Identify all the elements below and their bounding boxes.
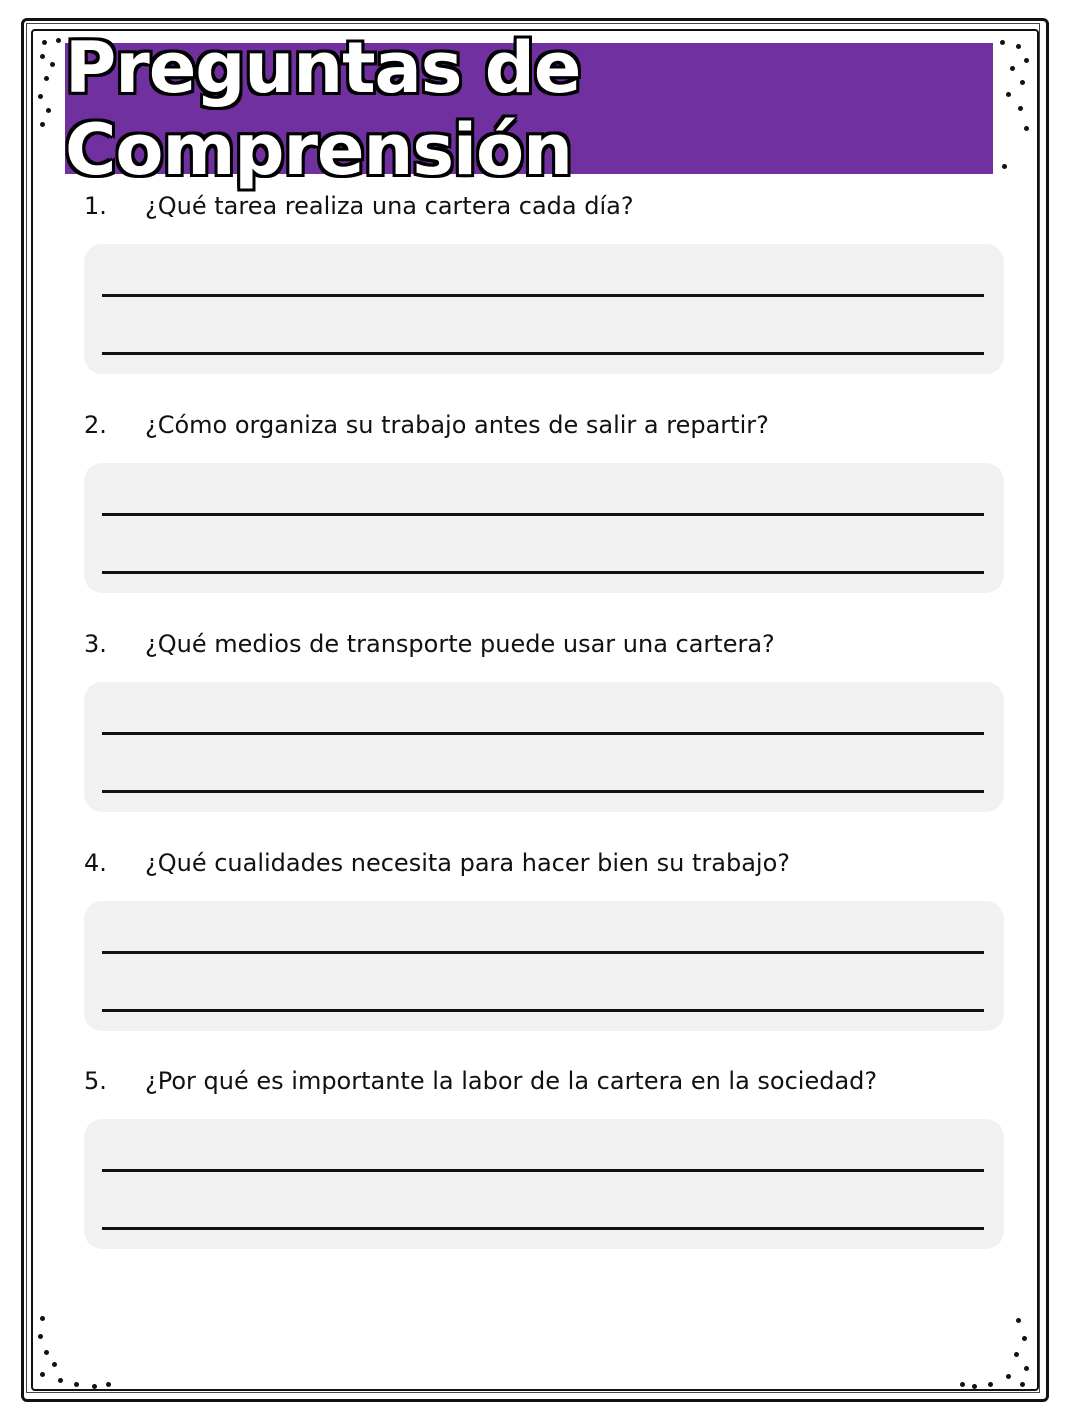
question-text: ¿Cómo organiza su trabajo antes de salir a repartir? (145, 411, 769, 439)
answer-box[interactable] (84, 463, 1004, 593)
question-3 (84, 630, 1014, 670)
answer-box[interactable] (84, 901, 1004, 1031)
answer-box[interactable] (84, 1119, 1004, 1249)
question-number: 3. (84, 630, 107, 658)
question-text: ¿Qué cualidades necesita para hacer bien su trabajo? (145, 849, 790, 877)
question-5 (84, 1067, 1014, 1107)
question-number: 1. (84, 192, 107, 220)
question-number: 4. (84, 849, 107, 877)
question-number: 5. (84, 1067, 107, 1095)
answer-line (102, 732, 984, 735)
question-4 (84, 849, 1014, 889)
question-1 (84, 192, 1014, 232)
question-text: ¿Qué tarea realiza una cartera cada día? (145, 192, 634, 220)
answer-line (102, 1169, 984, 1172)
answer-line (102, 951, 984, 954)
answer-line (102, 513, 984, 516)
answer-box[interactable] (84, 682, 1004, 812)
answer-line (102, 1009, 984, 1012)
answer-line (102, 294, 984, 297)
question-text: ¿Qué medios de transporte puede usar una cartera? (145, 630, 775, 658)
answer-line (102, 571, 984, 574)
question-text: ¿Por qué es importante la labor de la cartera en la sociedad? (145, 1067, 878, 1095)
answer-line (102, 790, 984, 793)
answer-line (102, 1227, 984, 1230)
answer-line (102, 352, 984, 355)
page-title: Preguntas de Comprensión (65, 26, 581, 191)
question-number: 2. (84, 411, 107, 439)
title-banner (65, 26, 993, 191)
question-2 (84, 411, 1014, 451)
answer-box[interactable] (84, 244, 1004, 374)
